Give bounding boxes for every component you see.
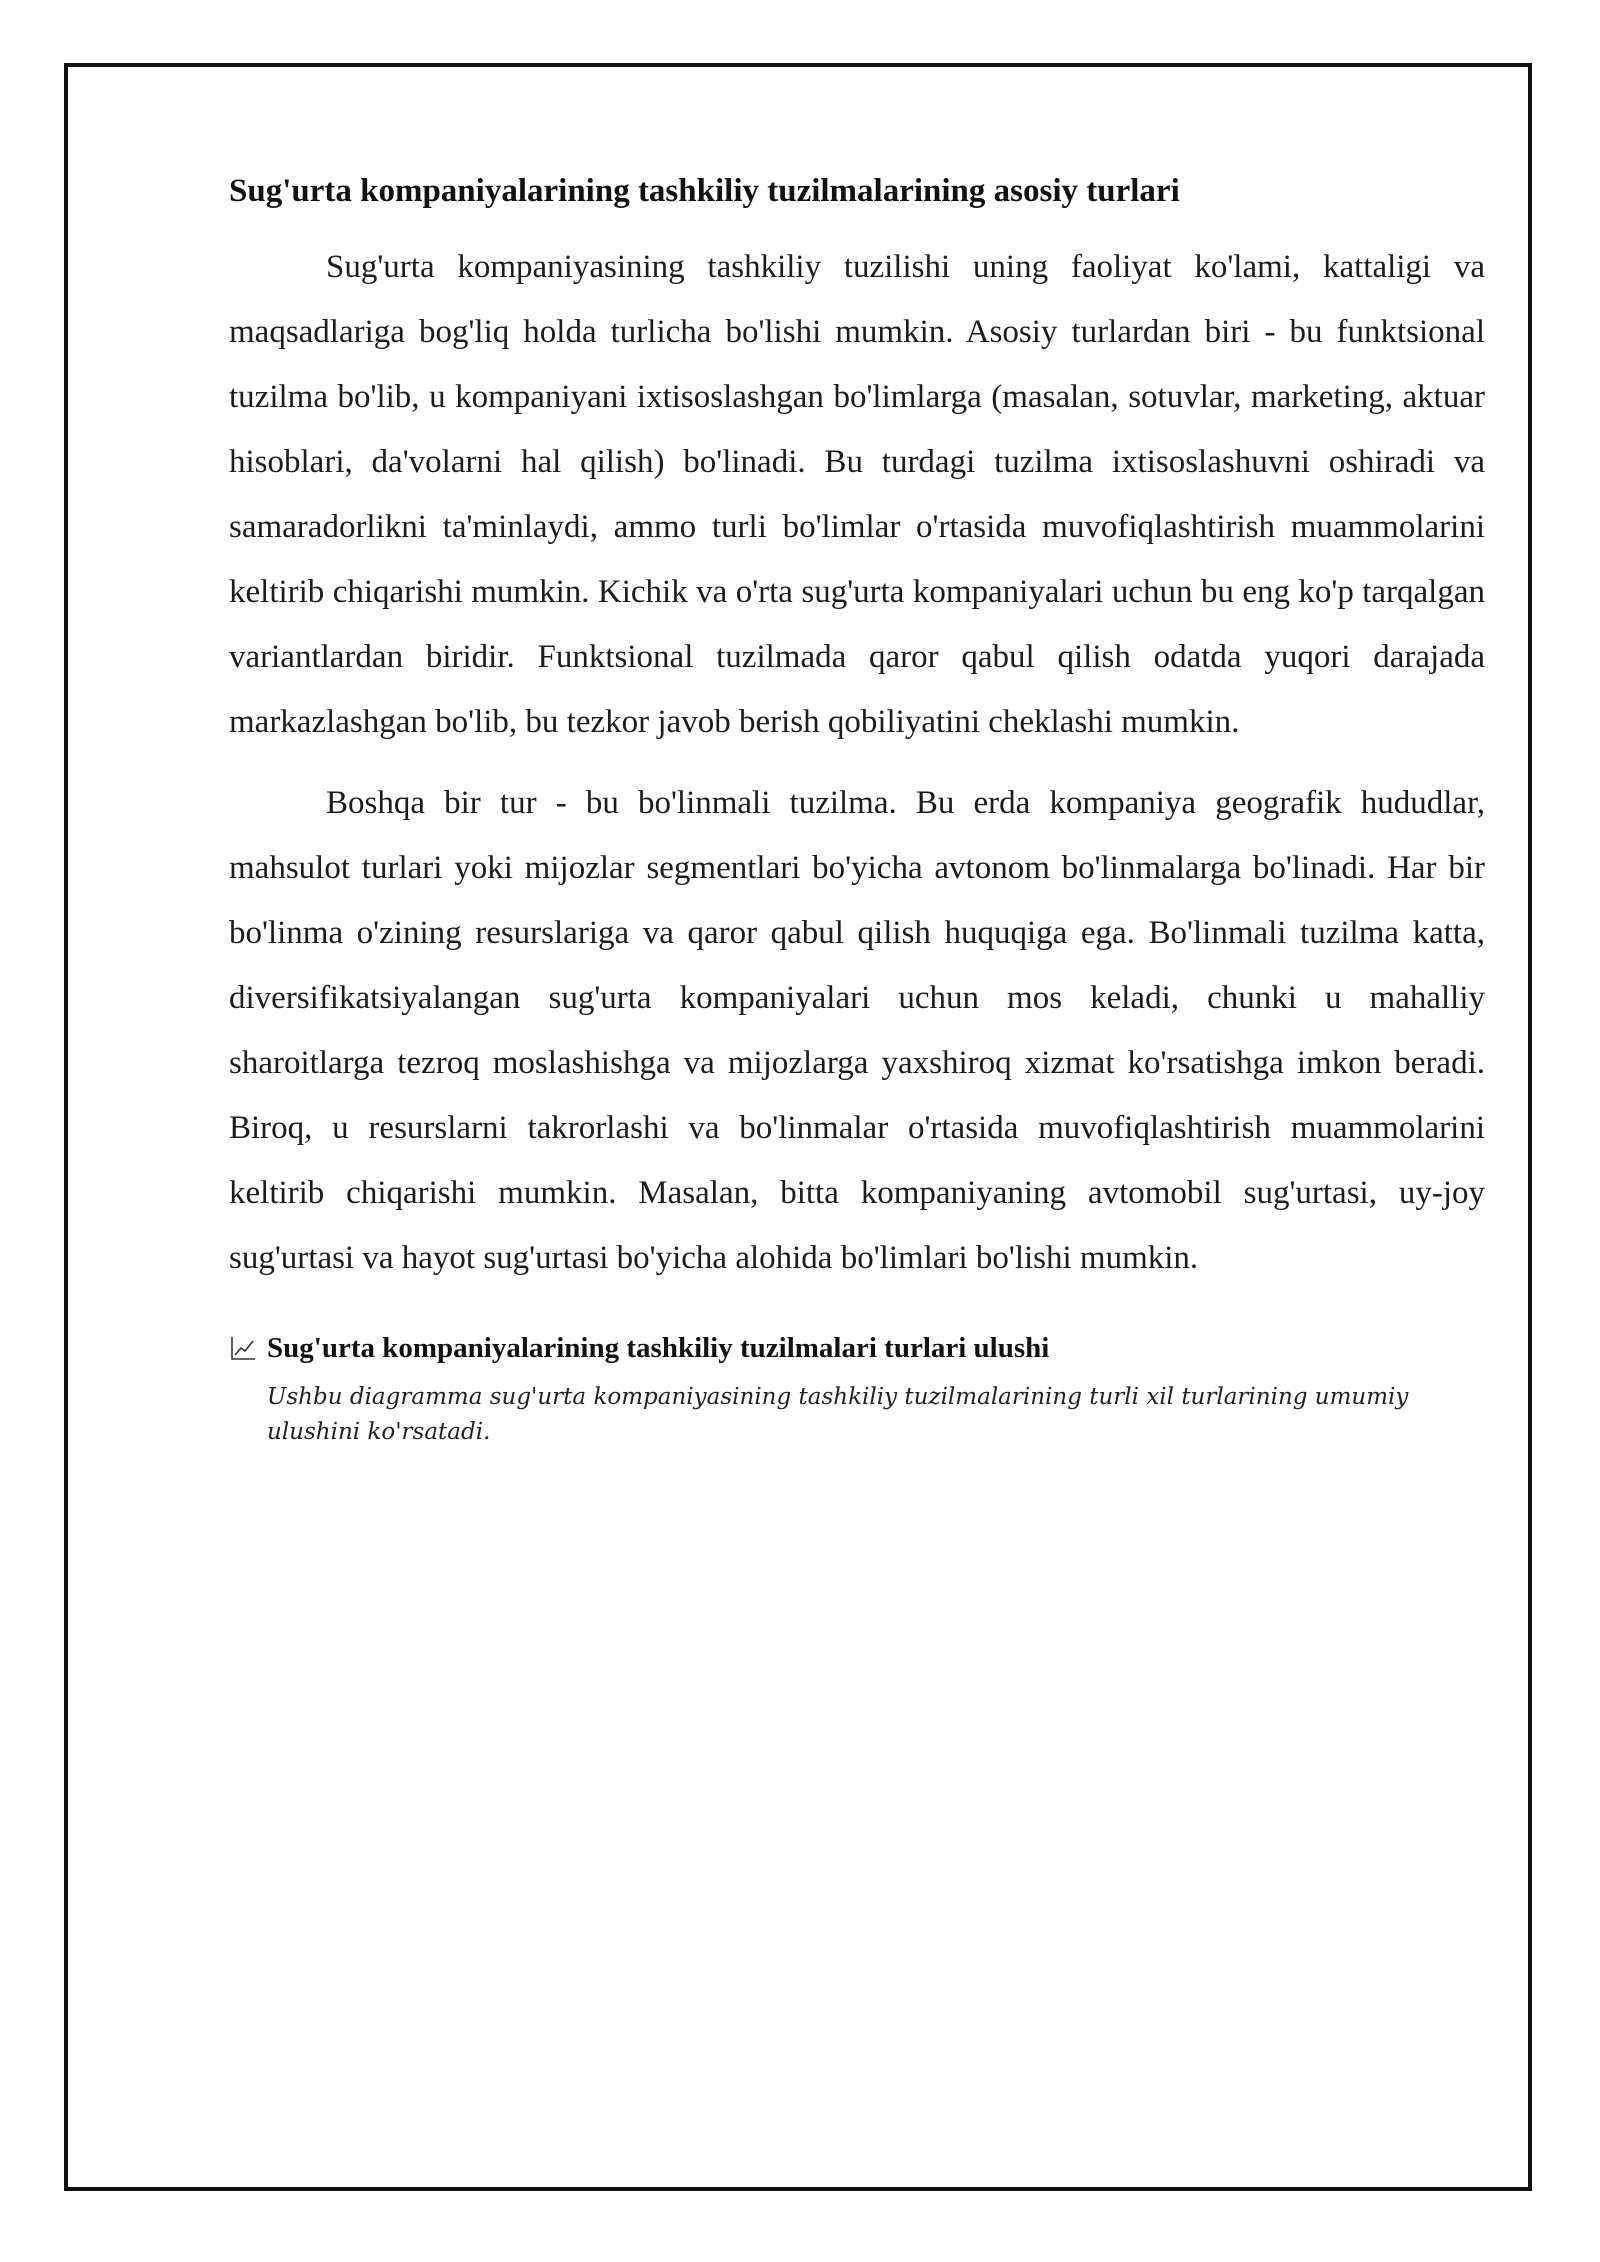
section-heading: Sug'urta kompaniyalarining tashkiliy tuzilmalarining asosiy turlari: [229, 173, 1180, 209]
line-chart-icon: [229, 1334, 257, 1362]
document-content: [229, 170, 1485, 1450]
chart-block: [229, 1331, 1485, 1450]
chart-title: Sug'urta kompaniyalarining tashkiliy tuzilmalari turlari ulushi: [267, 1331, 1050, 1364]
paragraph-functional-structure: Sug'urta kompaniyasining tashkiliy tuzilishi uning faoliyat ko'lami, kattaligi va maqsadlariga bog'liq holda turlicha bo'lishi mumkin. Asosiy turlardan biri - bu funktsional tuzilma bo'lib, u kompaniyani ixtisoslashgan bo'limlarga (masalan, sotuvlar, marketing, aktuar hisoblari, da'volarni hal qilish) bo'linadi. Bu turdagi tuzilma ixtisoslashuvni oshiradi va samaradorlikni ta'minlaydi, ammo turli bo'limlar o'rtasida muvofiqlashtirish muammolarini keltirib chiqarishi mumkin. Kichik va o'rta sug'urta kompaniyalari uchun bu eng ko'p tarqalgan variantlardan biridir. Funktsional tuzilmada qaror qabul qilish odatda yuqori darajada markazlashgan bo'lib, bu tezkor javob berish qobiliyatini cheklashi mumkin.: [229, 248, 1485, 740]
paragraph-divisional-structure: Boshqa bir tur - bu bo'linmali tuzilma. Bu erda kompaniya geografik hududlar, mahsulot turlari yoki mijozlar segmentlari bo'yicha avtonom bo'linmalarga bo'linadi. Har bir bo'linma o'zining resurslariga va qaror qabul qilish huquqiga ega. Bo'linmali tuzilma katta, diversifikatsiyalangan sug'urta kompaniyalari uchun mos keladi, chunki u mahalliy sharoitlarga tezroq moslashishga va mijozlarga yaxshiroq xizmat ko'rsatishga imkon beradi. Biroq, u resurslarni takrorlashi va bo'linmalar o'rtasida muvofiqlashtirish muammolarini keltirib chiqarishi mumkin. Masalan, bitta kompaniyaning avtomobil sug'urtasi, uy-joy sug'urtasi va hayot sug'urtasi bo'yicha alohida bo'limlari bo'lishi mumkin.: [229, 784, 1485, 1276]
chart-caption: Ushbu diagramma sug'urta kompaniyasining tashkiliy tuzilmalarining turli xil turlarining umumiy ulushini ko'rsatadi.: [267, 1383, 1409, 1445]
chart-title-row: [229, 1331, 1485, 1366]
